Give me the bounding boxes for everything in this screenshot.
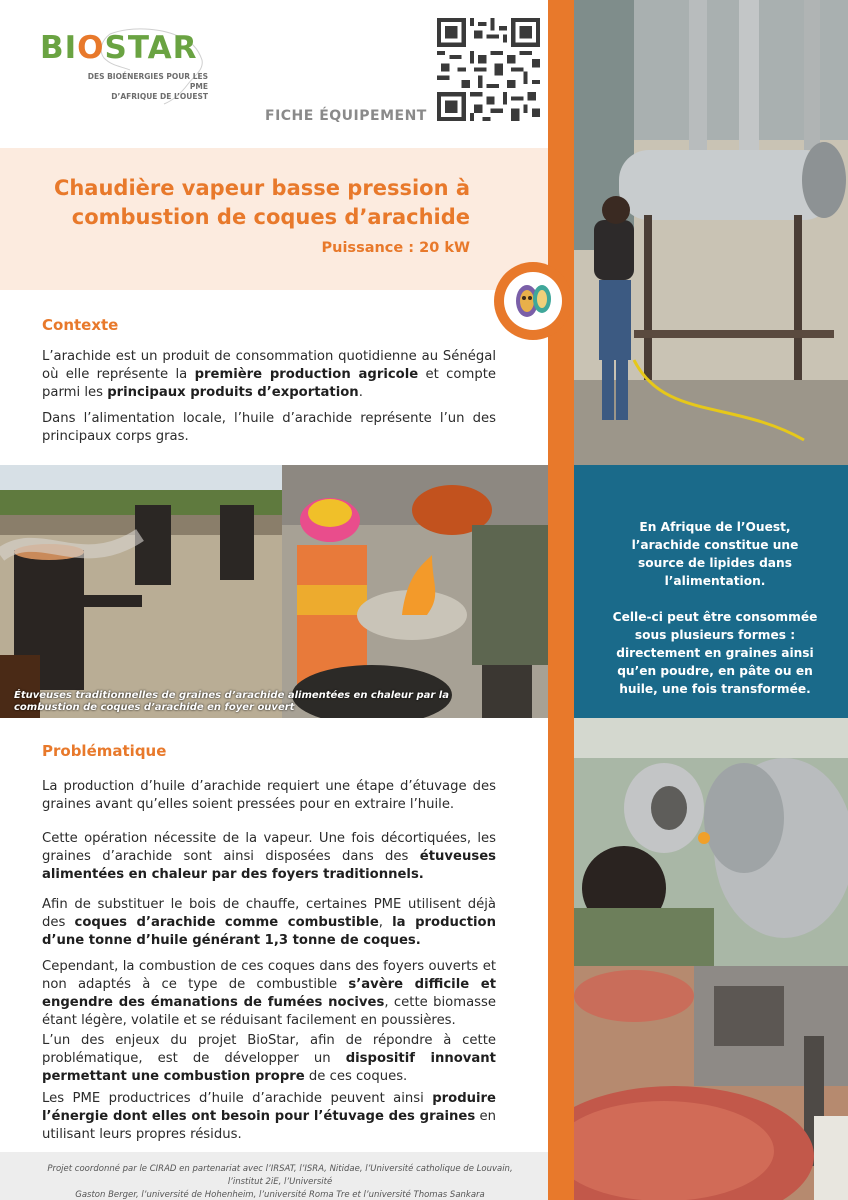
problematique-paragraph-2 [42,830,496,884]
problematique-p5-text-2: de ces coques. [304,1069,408,1084]
page-title [30,174,470,232]
problematique-p6-bold-1: produire l’énergie dont elles ont besoin pour l’étuvage des graines [42,1091,496,1124]
logo-tagline-2: D’AFRIQUE DE L’OUEST [111,92,208,101]
problematique-p4-text-1: Cependant, la combustion de ces coques dans des foyers ouverts et non adaptés à ce type de combustible [42,959,496,992]
logo-bi: BI [40,30,78,66]
footer-credits [30,1163,530,1200]
problematique-paragraph-5 [42,1032,496,1086]
info-panel-text [610,518,820,716]
heading-contexte: Contexte [42,316,119,334]
qr-code-icon [437,18,540,121]
contexte-paragraph-1 [42,348,496,402]
biostar-logo [40,30,210,100]
contexte-p1-text-3: . [358,385,363,400]
contexte-p1-text-2: et compte parmi les [42,367,496,400]
contexte-paragraph-2: Dans l’alimentation locale, l’huile d’arachide représente l’un des principaux corps gras. [42,411,496,444]
power-subtitle: Puissance : 20 kW [321,240,470,256]
photo-caption: Étuveuses traditionnelles de graines d’arachide alimentées en chaleur par la combustion de coques d’arachide en foyer ouvert [14,690,449,713]
footer-line-1: Projet coordonné par le CIRAD en partenariat avec l’IRSAT, l’ISRA, Nitidae, l’Université catholique de Louvain, l’institut 2iE, l’Université [47,1164,513,1187]
title-line-2: combustion de coques d’arachide [71,205,470,229]
info-panel-paragraph-2: Celle-ci peut être consommée sous plusieurs formes : directement en graines ainsi qu’en poudre, en pâte ou en huile, une fois transformée. [612,610,818,696]
problematique-p5-text-1: L’un des enjeux du projet BioStar, afin de répondre à cette problématique, est de développer un [42,1033,496,1066]
footer-line-2: Gaston Berger, l’université de Hohenheim, l’université Roma Tre et l’université Thomas Sankara [75,1190,485,1200]
traditional-steamers-photos [0,465,548,718]
contexte-p1-bold-1: première production agricole [194,367,419,382]
peanut-shells-photo [574,966,848,1200]
woman-cooking-photo [282,465,548,718]
logo-o: O [77,30,105,66]
problematique-p6-text-2: en utilisant leurs propres résidus. [42,1109,496,1142]
heading-problematique: Problématique [42,742,167,760]
problematique-p3-bold-1: coques d’arachide comme combustible [74,915,379,930]
logo-tagline-1: DES BIOÉNERGIES POUR LES PME [87,72,208,91]
problematique-p6-text-1: Les PME productrices d’huile d’arachide peuvent ainsi [42,1091,433,1106]
problematique-p4-text-2: , cette biomasse étant légère, volatile et se réduisant facilement en poussières. [42,995,497,1028]
problematique-paragraph-6 [42,1090,496,1144]
problematique-paragraph-3 [42,896,496,950]
burner-photo [574,718,848,966]
problematique-p3-bold-2: la production d’une tonne d’huile générant 1,3 tonne de coques. [42,915,496,948]
boiler-photo [574,0,848,465]
problematique-paragraph-4 [42,958,496,1030]
problematique-p3-text-1: Afin de substituer le bois de chauffe, certaines PME utilisent déjà des [42,897,496,930]
problematique-p2-text-1: Cette opération nécessite de la vapeur. Une fois décortiquées, les graines d’arachide sont ainsi disposées dans des [42,831,496,864]
contexte-p1-text-1: L’arachide est un produit de consommation quotidienne au Sénégal où elle représente la [42,349,496,382]
problematique-p5-bold-1: dispositif innovant permettant une combustion propre [42,1051,496,1084]
problematique-p3-text-2: , [378,915,393,930]
logo-star: STAR [104,30,198,66]
contexte-p1-bold-2: principaux produits d’exportation [107,385,359,400]
steamers-field-photo [0,465,282,718]
problematique-paragraph-1: La production d’huile d’arachide requiert une étape d’étuvage des graines avant qu’elles soient pressées pour en extraire l’huile. [42,779,496,812]
logo-tagline [78,72,208,102]
accent-stripe [548,0,574,1200]
info-panel-paragraph-1: En Afrique de l’Ouest, l’arachide constitue une source de lipides dans l’alimentation. [631,520,799,588]
problematique-p2-bold-1: étuveuses alimentées en chaleur par des foyers traditionnels. [42,849,496,882]
document-type-label: FICHE ÉQUIPEMENT [265,108,427,124]
logo-wordmark [40,30,197,66]
peanut-seeds-icon [509,279,557,323]
problematique-p4-bold-1: s’avère difficile et engendre des émanations de fumées nocives [42,977,496,1010]
title-line-1: Chaudière vapeur basse pression à [53,176,470,200]
